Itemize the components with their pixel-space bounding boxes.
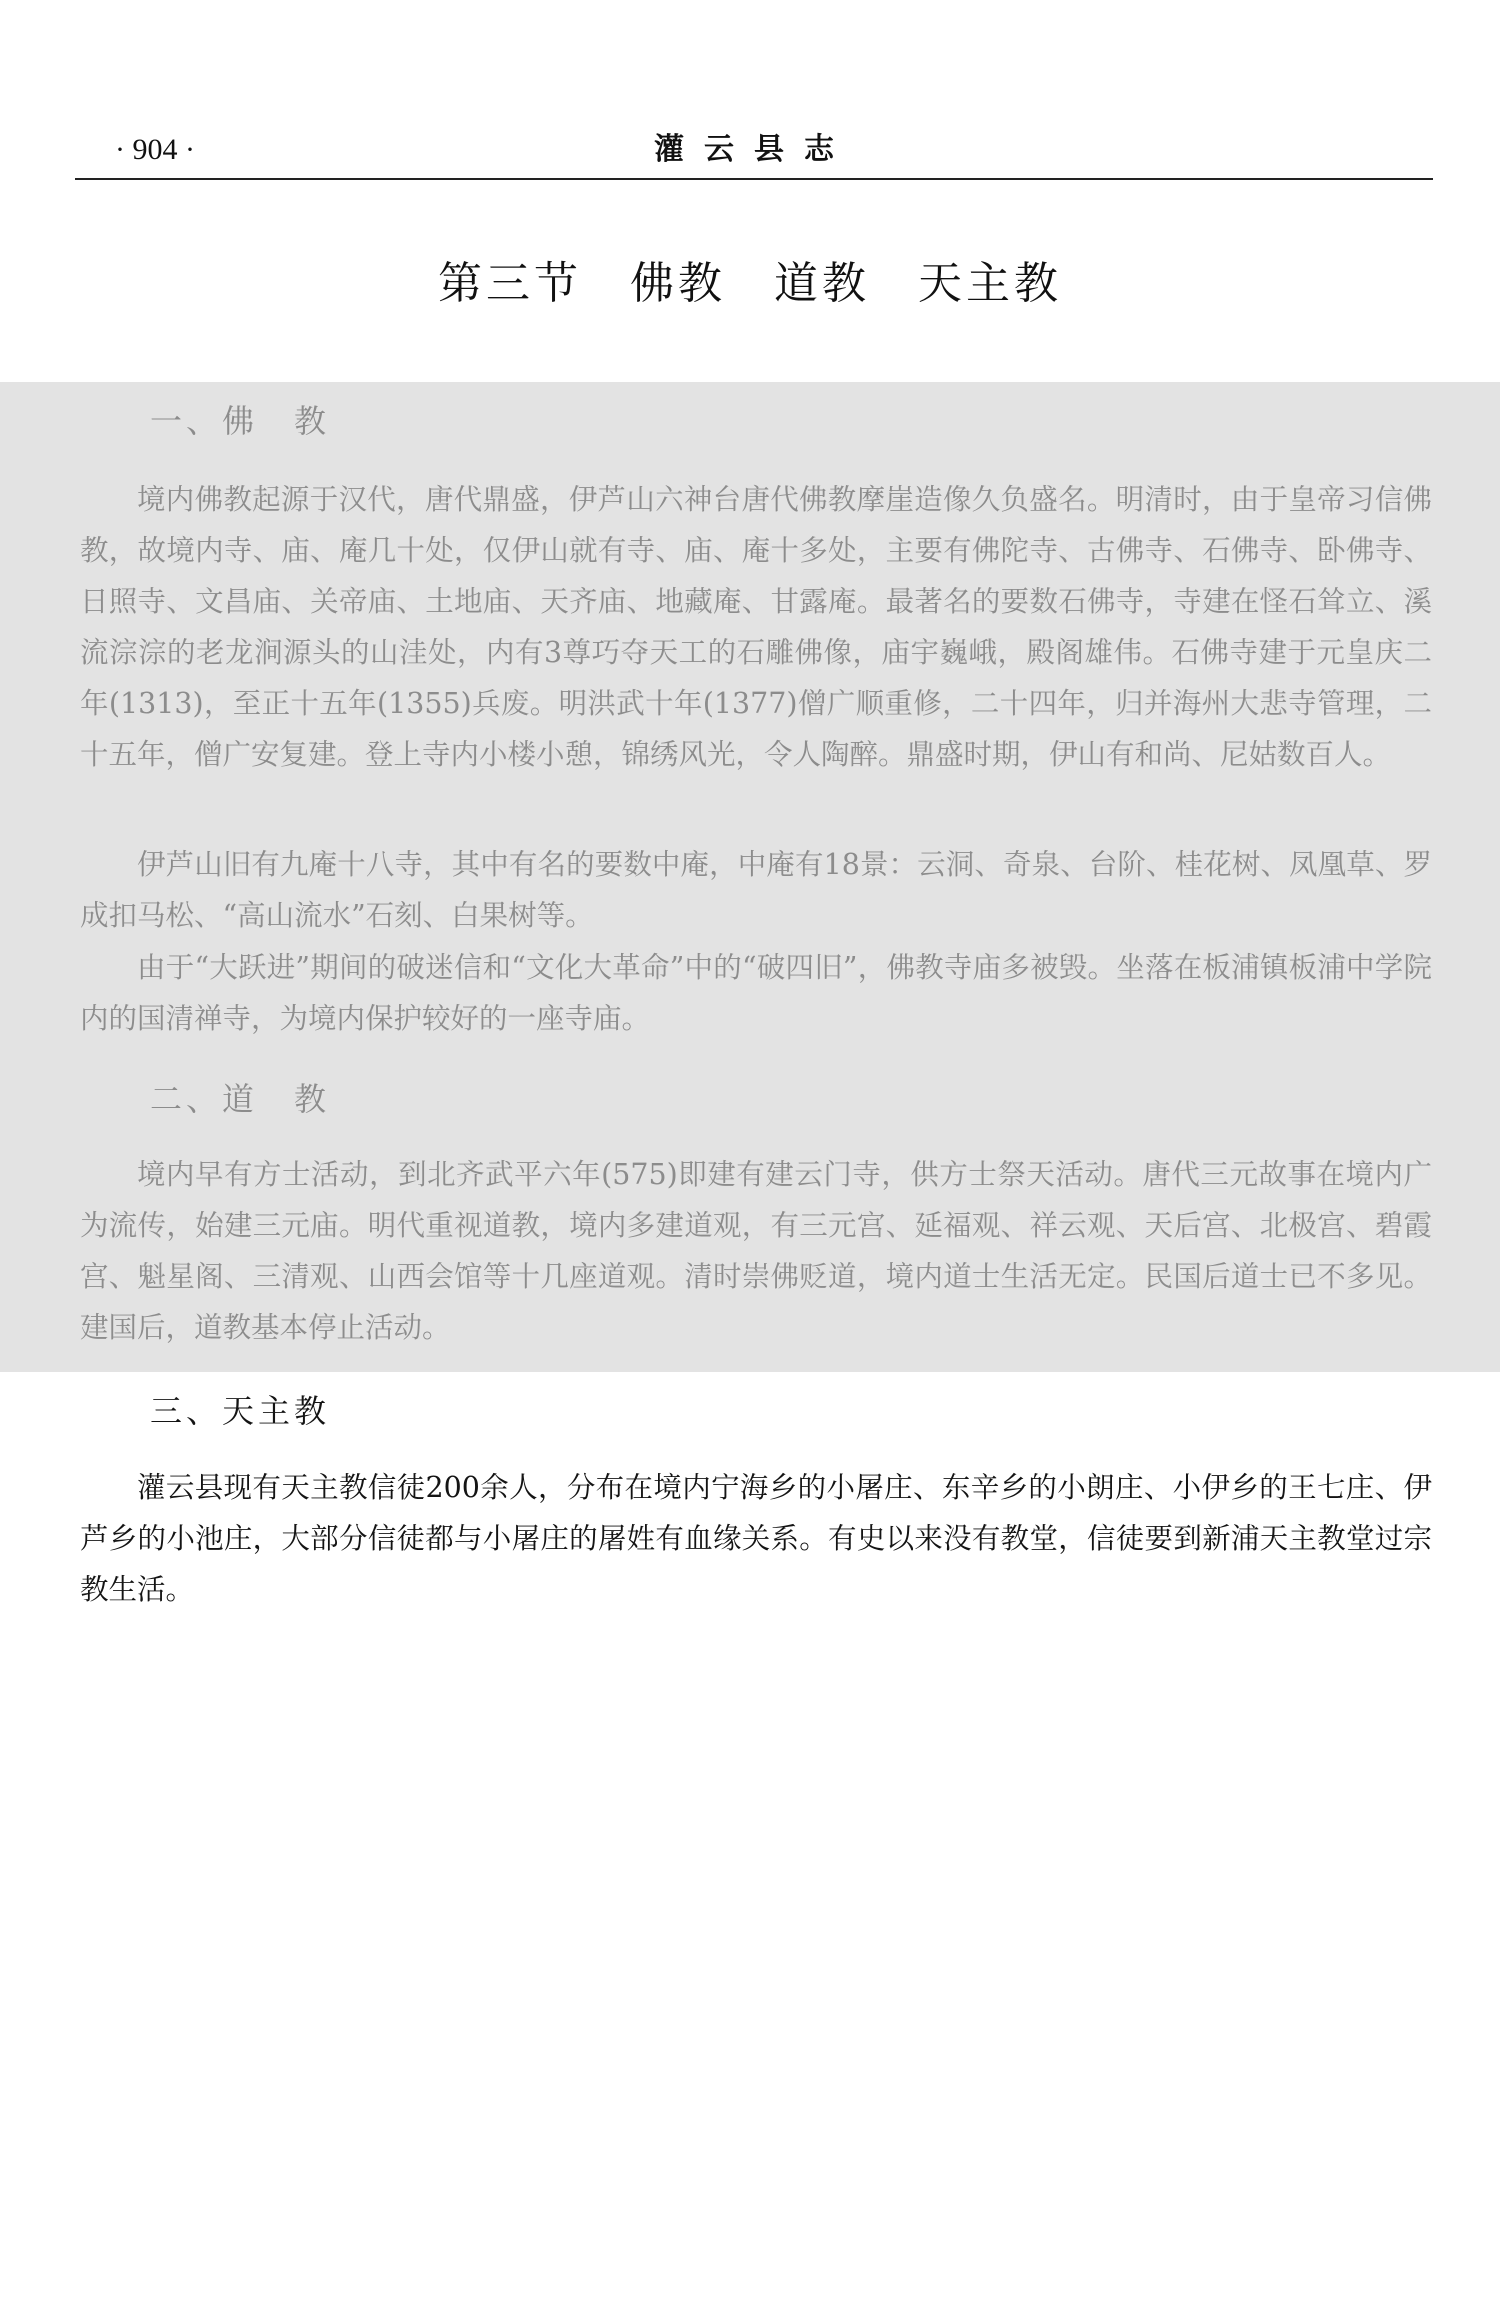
paragraph-buddhism-2: 伊芦山旧有九庵十八寺，其中有名的要数中庵，中庵有18景：云洞、奇泉、台阶、桂花树、凤凰草、罗成扣马松、“高山流水”石刻、白果树等。 [80,848,1432,932]
section-title: 第三节 佛教 道教 天主教 [438,258,1062,309]
paragraph-buddhism-1: 境内佛教起源于汉代，唐代鼎盛，伊芦山六神台唐代佛教摩崖造像久负盛名。明清时，由于皇帝习信佛教，故境内寺、庙、庵几十处，仅伊山就有寺、庙、庵十多处，主要有佛陀寺、古佛寺、石佛寺、卧佛寺、日照寺、文昌庙、关帝庙、土地庙、天齐庙、地藏庵、甘露庵。最著名的要数石佛寺，寺建在怪石耸立、溪流淙淙的老龙涧源头的山洼处，内有3尊巧夺天工的石雕佛像，庙宇巍峨，殿阁雄伟。石佛寺建于元皇庆二年(1313)，至正十五年(1355)兵废。明洪武十年(1377)僧广顺重修，二十四年，归并海州大悲寺管理，二十五年，僧广安复建。登上寺内小楼小憩，锦绣风光，令人陶醉。鼎盛时期，伊山有和尚、尼姑数百人。 [80,483,1432,771]
running-title: 灌云县志 [654,132,854,167]
page-number: · 904 · [115,133,195,166]
paragraph-buddhism-3: 由于“大跃进”期间的破迷信和“文化大革命”中的“破四旧”，佛教寺庙多被毁。坐落在板浦镇板浦中学院内的国清禅寺，为境内保护较好的一座寺庙。 [80,951,1432,1035]
page-header [75,124,1433,176]
paragraph-taoism-1: 境内早有方士活动，到北齐武平六年(575)即建有建云门寺，供方士祭天活动。唐代三元故事在境内广为流传，始建三元庙。明代重视道教，境内多建道观，有三元宫、延福观、祥云观、天后宫、北极宫、碧霞宫、魁星阁、三清观、山西会馆等十几座道观。清时崇佛贬道，境内道士生活无定。民国后道士已不多见。建国后，道教基本停止活动。 [80,1158,1432,1344]
heading-taoism: 二、道 教 [150,1080,331,1118]
paragraph-catholicism-1: 灌云县现有天主教信徒200余人，分布在境内宁海乡的小屠庄、东辛乡的小朗庄、小伊乡的王七庄、伊芦乡的小池庄，大部分信徒都与小屠庄的屠姓有血缘关系。有史以来没有教堂，信徒要到新浦天主教堂过宗教生活。 [80,1471,1432,1606]
header-rule [75,178,1433,180]
heading-buddhism: 一、佛 教 [150,402,331,440]
heading-catholicism: 三、天主教 [150,1392,331,1430]
